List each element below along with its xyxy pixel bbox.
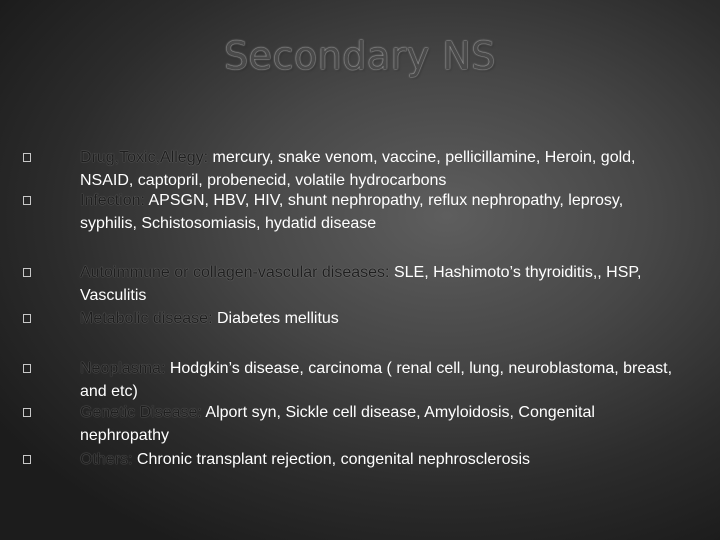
item-text: Alport syn, Sickle cell disease, Amyloidosis, Congenital nephropathy (80, 404, 595, 444)
list-item-genetic (80, 401, 680, 447)
bullet-icon (23, 364, 31, 373)
item-separator: : (208, 310, 213, 327)
item-text: APSGN, HBV, HIV, shunt nephropathy, reflux nephropathy, leprosy, syphilis, Schistosomiasis, hydatid disease (80, 192, 624, 232)
slide-title: Secondary NS (224, 34, 496, 78)
bullet-icon (23, 408, 31, 417)
item-label: Metabolic disease (80, 310, 209, 327)
item-text: Chronic transplant rejection, congenital nephrosclerosis (132, 451, 531, 468)
item-label: Neoplasma (80, 360, 161, 377)
item-separator: : (385, 264, 390, 281)
bullet-icon (23, 153, 31, 162)
list-item-neoplasma (80, 357, 680, 403)
item-label: Drug,Toxic,Allegy (80, 149, 204, 166)
item-text: Diabetes mellitus (212, 310, 339, 327)
item-label: Infection (80, 192, 141, 209)
bullet-icon (23, 268, 31, 277)
item-label: Autoimmune or collagen-vascular diseases (80, 264, 386, 281)
bullet-icon (23, 196, 31, 205)
list-item-metabolic (80, 307, 680, 330)
item-separator: : (197, 404, 202, 421)
item-text: mercury, snake venom, vaccine, pellicillamine, Heroin, gold, NSAID, captopril, probenecid, volatile hydrocarbons (80, 149, 636, 189)
item-separator: : (140, 192, 145, 209)
list-item-others (80, 448, 680, 471)
list-item-autoimmune (80, 261, 680, 307)
item-separator: : (160, 360, 166, 377)
bullet-icon (23, 455, 31, 464)
item-text: SLE, Hashimoto’s thyroiditis,, HSP, Vasculitis (80, 264, 642, 304)
bullet-icon (23, 314, 31, 323)
item-separator: : (128, 451, 133, 468)
list-item-drug-toxic (80, 146, 680, 192)
item-separator: : (203, 149, 209, 166)
item-label: Others (80, 451, 129, 468)
list-item-infection (80, 189, 680, 235)
item-label: Genetic Disease (80, 404, 198, 421)
item-text: Hodgkin’s disease, carcinoma ( renal cell, lung, neuroblastoma, breast, and etc) (80, 360, 673, 400)
